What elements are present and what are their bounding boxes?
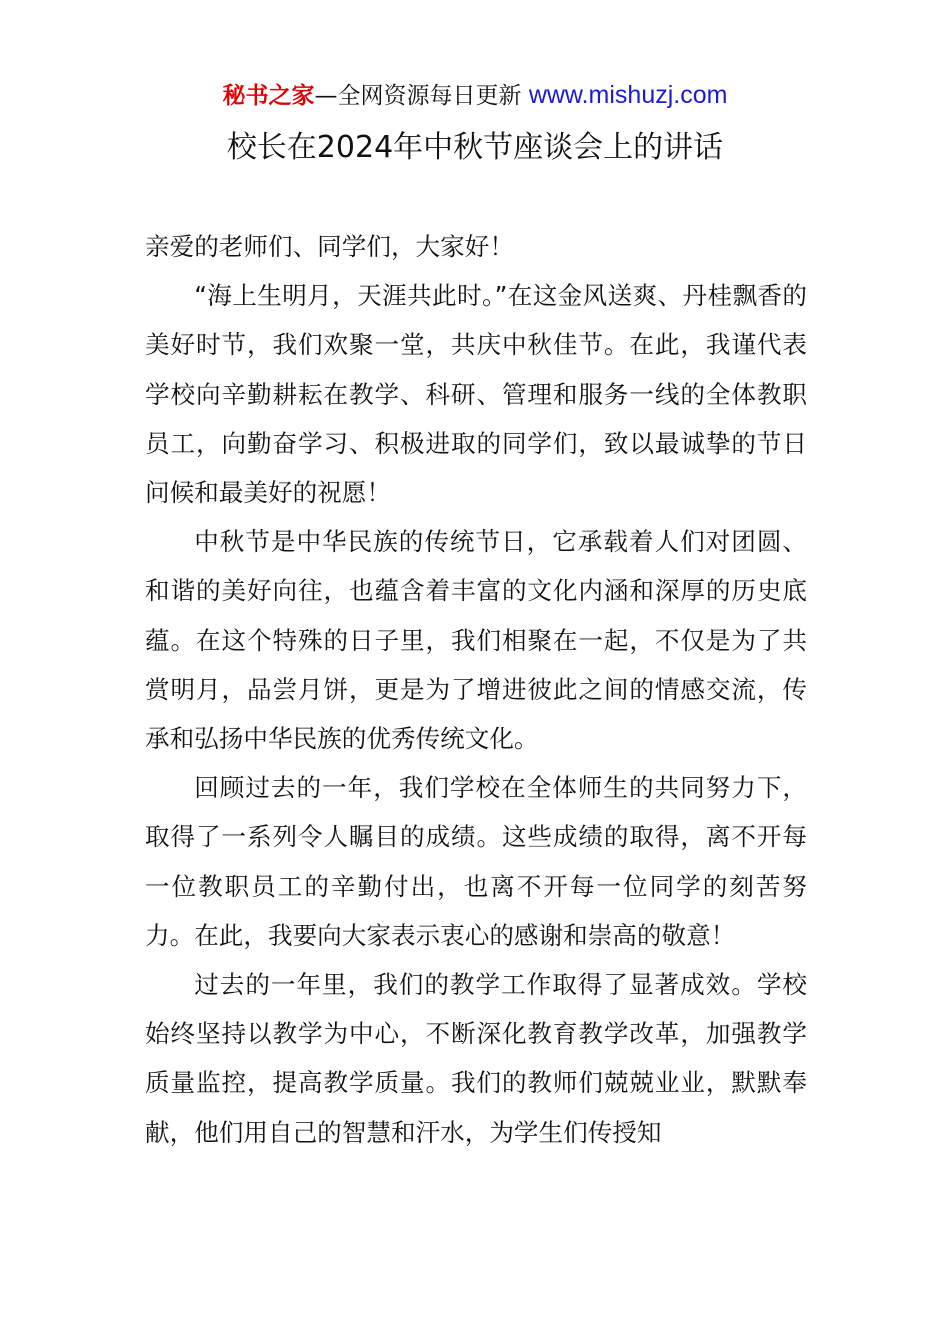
header-tagline: —全网资源每日更新 bbox=[314, 83, 529, 109]
site-url-link[interactable]: www.mishuzj.com bbox=[528, 81, 728, 109]
body-paragraph: 中秋节是中华民族的传统节日，它承载着人们对团圆、和谐的美好向往，也蕴含着丰富的文化内涵和深厚的历史底蕴。在这个特殊的日子里，我们相聚在一起，不仅是为了共赏明月，品尝月饼，更是为了增进彼此之间的情感交流，传承和弘扬中华民族的优秀传统文化。 bbox=[145, 527, 807, 754]
salutation-paragraph: 亲爱的老师们、同学们，大家好！ bbox=[145, 232, 514, 261]
body-paragraph: “海上生明月，天涯共此时。”在这金风送爽、丹桂飘香的美好时节，我们欢聚一堂，共庆中秋佳节。在此，我谨代表学校向辛勤耕耘在教学、科研、管理和服务一线的全体教职员工，向勤奋学习、积极进取的同学们，致以最诚挚的节日问候和最美好的祝愿！ bbox=[145, 281, 807, 508]
brand-name: 秘书之家 bbox=[222, 83, 315, 109]
document-body bbox=[145, 222, 807, 1157]
body-paragraph: 过去的一年里，我们的教学工作取得了显著成效。学校始终坚持以教学为中心，不断深化教育教学改革，加强教学质量监控，提高教学质量。我们的教师们兢兢业业，默默奉献，他们用自己的智慧和汗水，为学生们传授知 bbox=[145, 970, 807, 1147]
site-header bbox=[0, 78, 950, 113]
document-title: 校长在2024年中秋节座谈会上的讲话 bbox=[226, 130, 724, 165]
body-paragraph: 回顾过去的一年，我们学校在全体师生的共同努力下，取得了一系列令人瞩目的成绩。这些成绩的取得，离不开每一位教职员工的辛勤付出，也离不开每一位同学的刻苦努力。在此，我要向大家表示衷心的感谢和崇高的敬意！ bbox=[145, 773, 807, 950]
